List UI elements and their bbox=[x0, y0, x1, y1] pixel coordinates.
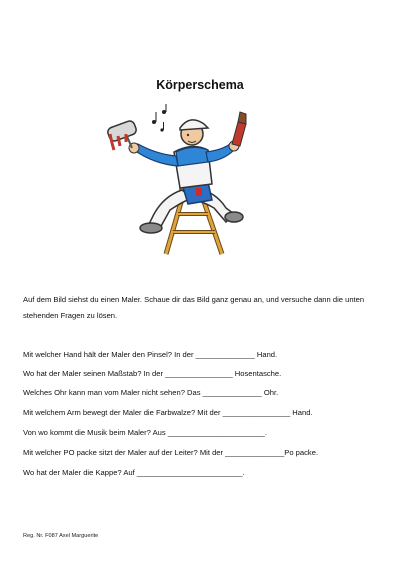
question-6: Mit welcher PO packe sitzt der Maler auf der Leiter? Mit der ______________Po packe. bbox=[23, 448, 319, 457]
question-4: Mit welchem Arm bewegt der Maler die Farbwalze? Mit der ________________ Hand. bbox=[23, 408, 313, 417]
page-title: Körperschema bbox=[156, 78, 244, 92]
question-2: Wo hat der Maler seinen Maßstab? In der ________________ Hosentasche. bbox=[23, 369, 282, 378]
painter-on-ladder-icon bbox=[104, 104, 254, 256]
question-7: Wo hat der Maler die Kappe? Auf _________________________. bbox=[23, 468, 245, 477]
footer-reference: Reg. Nr. F087 Axel Marguerite bbox=[23, 533, 99, 539]
question-1: Mit welcher Hand hält der Maler den Pinsel? In der ______________ Hand. bbox=[23, 350, 278, 359]
intro-text: Auf dem Bild siehst du einen Maler. Schaue dir das Bild ganz genau an, und versuche dann die unten stehenden Fragen zu lösen. bbox=[23, 295, 365, 320]
music-notes-icon bbox=[152, 104, 166, 132]
question-5: Von wo kommt die Musik beim Maler? Aus _______________________. bbox=[23, 428, 268, 437]
question-3: Welches Ohr kann man vom Maler nicht sehen? Das ______________ Ohr. bbox=[23, 388, 279, 397]
